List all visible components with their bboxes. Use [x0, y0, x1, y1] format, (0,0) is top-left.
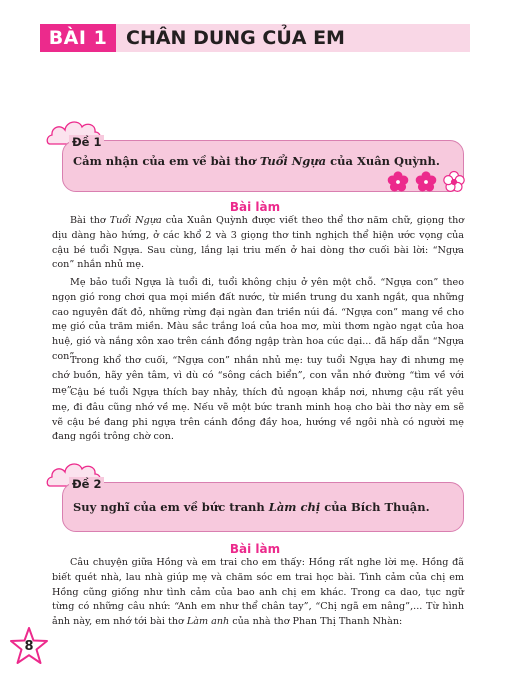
answer-2-paragraph-1: Câu chuyện giữa Hồng và em trai cho em thấy: Hồng rất nghe lời mẹ. Hồng đã biết quét nhà, lau nhà giúp mẹ và chăm sóc em trai học bài. Tình cảm của chị em Hồng cũng giống như tình cảm của bao anh chị em khác. Trong ca dao, tục ngữ từng có những câu nhứ: “Anh em như thể chân tay”, “Chị ngã em nâng”,... Từ hình ảnh này, em nhớ tới bài thơ Làm anh của nhà thơ Phan Thị Thanh Nhàn:	[52, 557, 464, 628]
answer-1-paragraph-1: Bài thơ Tuổi Ngựa của Xuân Quỳnh được viết theo thể thơ năm chữ, giọng thơ dịu dàng hào hứng, ở các khổ 2 và 3 giọng thơ tinh nghịch thể hiện ước vọng của cậu bé tuổi Ngựa. Sau cùng, lắng lại triu mến ở hai dòng thơ cuối bài lời: “Ngựa con” nhắn nhủ mẹ.	[52, 215, 465, 271]
lesson-number: BÀI 1	[40, 24, 116, 52]
answer-1-paragraph-4: Cậu bé tuổi Ngựa thích bay nhảy, thích đủ ngoạn khắp nơi, nhưng cậu rất yêu mẹ, đi đâu cũng nhớ về mẹ. Nếu vẽ một bức tranh minh hoạ cho bài thơ này em sẽ vẽ cậu bé đang phi ngựa trên cánh đồng đầy hoa, hướng về ngôi nhà có người mẹ đang ngồi trông chờ con.	[52, 387, 464, 443]
lesson-title: CHÂN DUNG CỦA EM	[126, 27, 345, 49]
lesson-header	[40, 24, 480, 52]
answer-2-heading: Bài làm	[229, 542, 281, 556]
answer-1-paragraph-3: Trong khổ thơ cuối, “Ngựa con” nhắn nhủ mẹ: tuy tuổi Ngựa hay đi nhưng mẹ chớ buồn, hãy yên tâm, vì dù có “sông cách biển”, con vẫn nhớ đường “tìm về với mẹ”.	[52, 355, 464, 396]
flower-icon	[384, 168, 468, 196]
prompt-2-text: Suy nghĩ của em về bức tranh Làm chị của Bích Thuận.	[73, 500, 430, 514]
page-number: 8	[24, 639, 34, 654]
prompt-2-label: Đề 2	[69, 477, 104, 491]
prompt-1-label: Đề 1	[69, 135, 104, 149]
prompt-1-text: Cảm nhận của em về bài thơ Tuổi Ngựa của Xuân Quỳnh.	[73, 154, 440, 168]
answer-1-paragraph-2: Mẹ bảo tuổi Ngựa là tuổi đi, tuổi không chịu ở yên một chỗ. “Ngựa con” theo ngọn gió rong chơi qua mọi miền đất nước, từ miền trung du xanh ngắt, qua những cao nguyên đất đỏ, những rừng đại ngàn đan triền núi đá. “Ngựa con” mang về cho mẹ gió của trăm miền. Màu sắc trắng loá của hoa mơ, mùi thơm ngào ngạt của hoa huệ, gió và nắng xôn xao trên cánh đồng ngập tràn hoa cúc dại... đã hấp dẫn “Ngựa con”.	[52, 277, 464, 362]
prompt-box-2	[62, 477, 464, 532]
answer-1-heading: Bài làm	[229, 200, 281, 214]
